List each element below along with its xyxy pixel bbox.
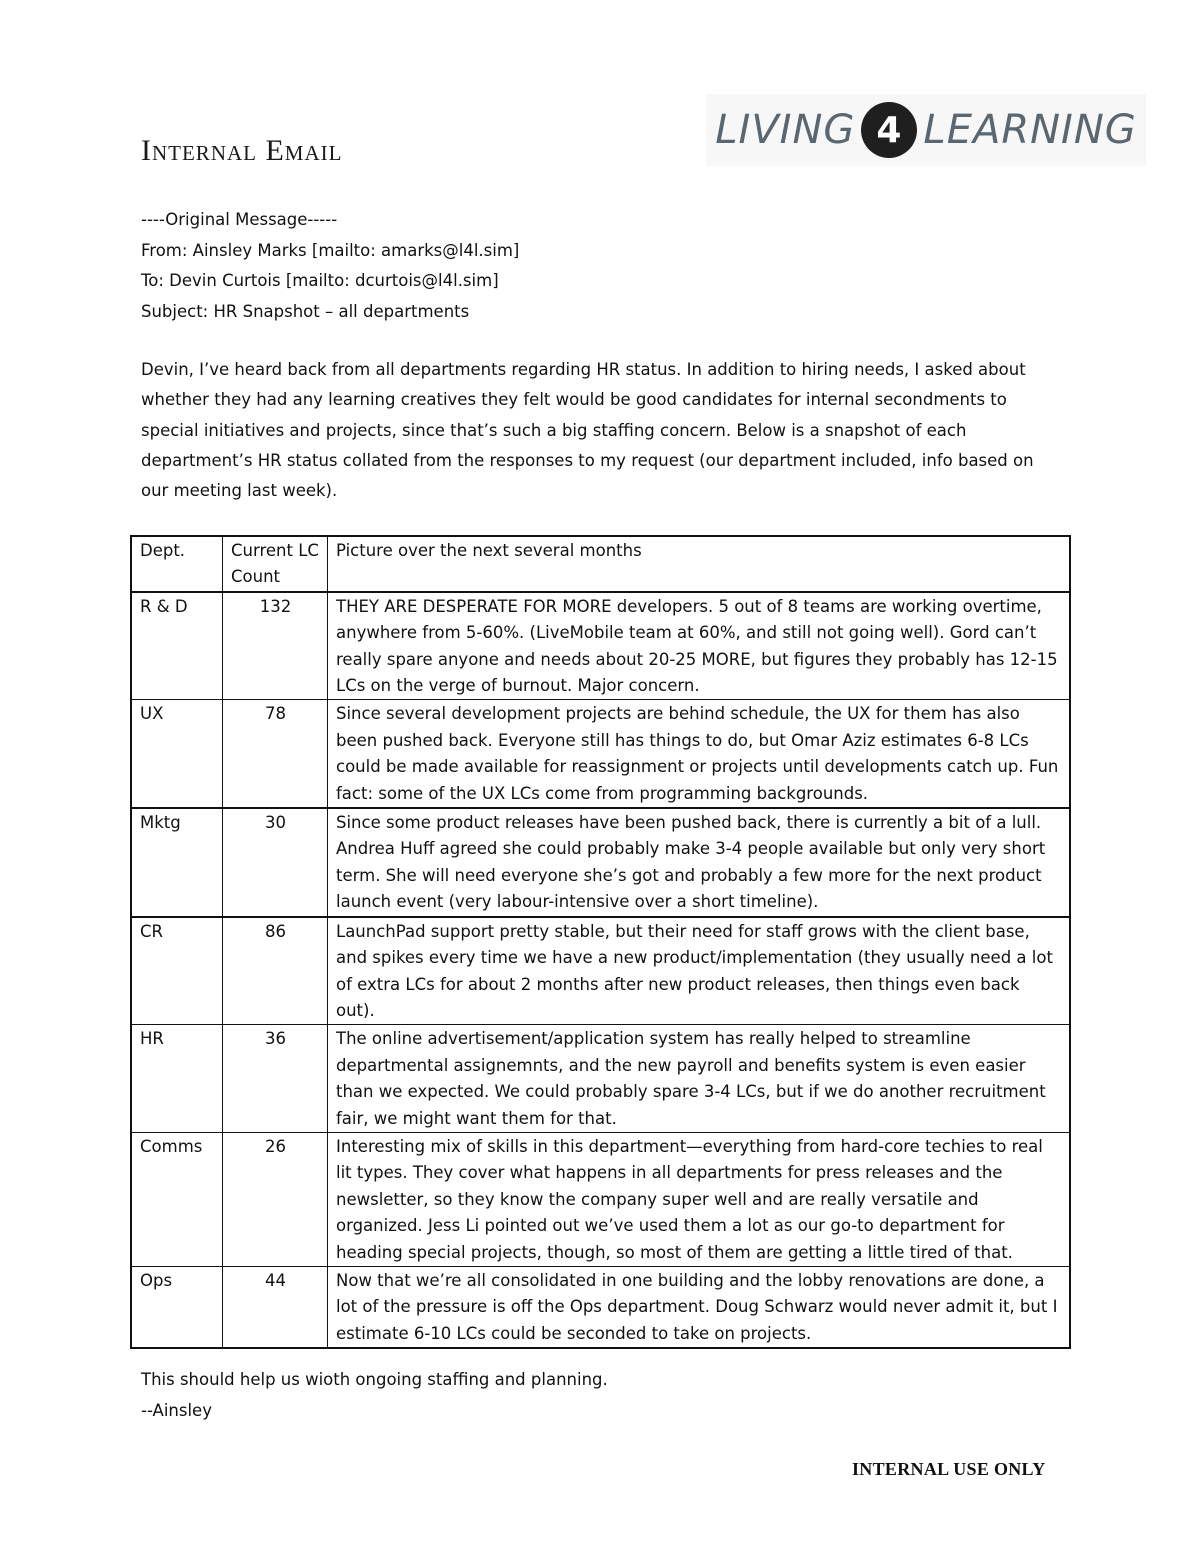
table-row: [131, 1266, 1070, 1348]
dept-cell: Comms: [131, 1132, 223, 1266]
internal-use-footer: INTERNAL USE ONLY: [852, 1459, 1046, 1479]
company-logo: [706, 94, 1146, 166]
count-cell: 26: [223, 1132, 328, 1266]
dept-cell: Ops: [131, 1266, 223, 1348]
email-header: [141, 205, 519, 327]
count-cell: 86: [223, 917, 328, 1025]
dept-cell: CR: [131, 917, 223, 1025]
count-cell: 36: [223, 1025, 328, 1133]
logo-badge: 4: [861, 102, 917, 158]
page-title: Internal Email: [141, 134, 343, 167]
table-row: [131, 917, 1070, 1025]
subject-line: Subject: HR Snapshot – all departments: [141, 301, 470, 321]
to-line: To: Devin Curtois [mailto: dcurtois@l4l.sim]: [141, 271, 499, 290]
picture-cell: Since some product releases have been pushed back, there is currently a bit of a lull. Andrea Huff agreed she could probably make 3-4 people available but only very short term. She will need everyone she’s got and probably a few more for the next product launch event (very labour-intensive over a short timeline).: [328, 808, 1071, 917]
table-row: [131, 1025, 1070, 1133]
closing-line: This should help us wioth ongoing staffing and planning.: [141, 1370, 608, 1389]
dept-cell: UX: [131, 700, 223, 808]
logo-word-living: LIVING: [715, 107, 856, 153]
table-row: [131, 592, 1070, 700]
count-cell: 78: [223, 700, 328, 808]
header-count: Current LC Count: [223, 536, 328, 592]
count-cell: 132: [223, 592, 328, 700]
count-cell: 44: [223, 1266, 328, 1348]
original-message-line: ----Original Message-----: [141, 210, 338, 229]
picture-cell: LaunchPad support pretty stable, but their need for staff grows with the client base, and spikes every time we have a new product/implementation (they usually need a lot of extra LCs for about 2 months after new product releases, then things even back out).: [328, 917, 1071, 1025]
from-line: From: Ainsley Marks [mailto: amarks@l4l.sim]: [141, 240, 520, 260]
dept-cell: R & D: [131, 592, 223, 700]
header-picture: Picture over the next several months: [328, 536, 1071, 592]
picture-cell: Since several development projects are behind schedule, the UX for them has also been pushed back. Everyone still has things to do, but Omar Aziz estimates 6-8 LCs could be made available for reassignment or projects until developments catch up. Fun fact: some of the UX LCs come from programming backgrounds.: [328, 700, 1071, 808]
picture-cell: The online advertisement/application system has really helped to streamline departmental assignemnts, and the new payroll and benefits system is even easier than we expected. We could probably spare 3-4 LCs, but if we do another recruitment fair, we might want them for that.: [328, 1025, 1071, 1133]
email-closing: [141, 1364, 608, 1426]
picture-cell: THEY ARE DESPERATE FOR MORE developers. 5 out of 8 teams are working overtime, anywhere from 5-60%. (LiveMobile team at 60%, and still not going well). Gord can’t really spare anyone and needs about 20-25 MORE, but figures they probably has 12-15 LCs on the verge of burnout. Major concern.: [328, 592, 1071, 700]
table-row: [131, 1132, 1070, 1266]
dept-cell: HR: [131, 1025, 223, 1133]
table-header-row: [131, 536, 1070, 592]
header-dept: Dept.: [131, 536, 223, 592]
count-cell: 30: [223, 808, 328, 917]
email-body: Devin, I’ve heard back from all departments regarding HR status. In addition to hiring needs, I asked about whether they had any learning creatives they felt would be good candidates for internal secondments to special initiatives and projects, since that’s such a big staffing concern. Below is a snapshot of each department’s HR status collated from the responses to my request (our department included, info based on our meeting last week).: [141, 360, 1034, 501]
picture-cell: Interesting mix of skills in this department—everything from hard-core techies to real lit types. They cover what happens in all departments for press releases and the newsletter, so they know the company super well and are really versatile and organized. Jess Li pointed out we’ve used them a lot as our go-to department for heading special projects, though, so most of them are getting a little tired of that.: [328, 1132, 1071, 1266]
logo-word-learning: LEARNING: [923, 107, 1137, 153]
signature: --Ainsley: [141, 1401, 212, 1420]
picture-cell: Now that we’re all consolidated in one building and the lobby renovations are done, a lot of the pressure is off the Ops department. Doug Schwarz would never admit it, but I estimate 6-10 LCs could be seconded to take on projects.: [328, 1266, 1071, 1348]
hr-snapshot-table: [130, 535, 1071, 1349]
table-row: [131, 808, 1070, 917]
dept-cell: Mktg: [131, 808, 223, 917]
table-row: [131, 700, 1070, 808]
